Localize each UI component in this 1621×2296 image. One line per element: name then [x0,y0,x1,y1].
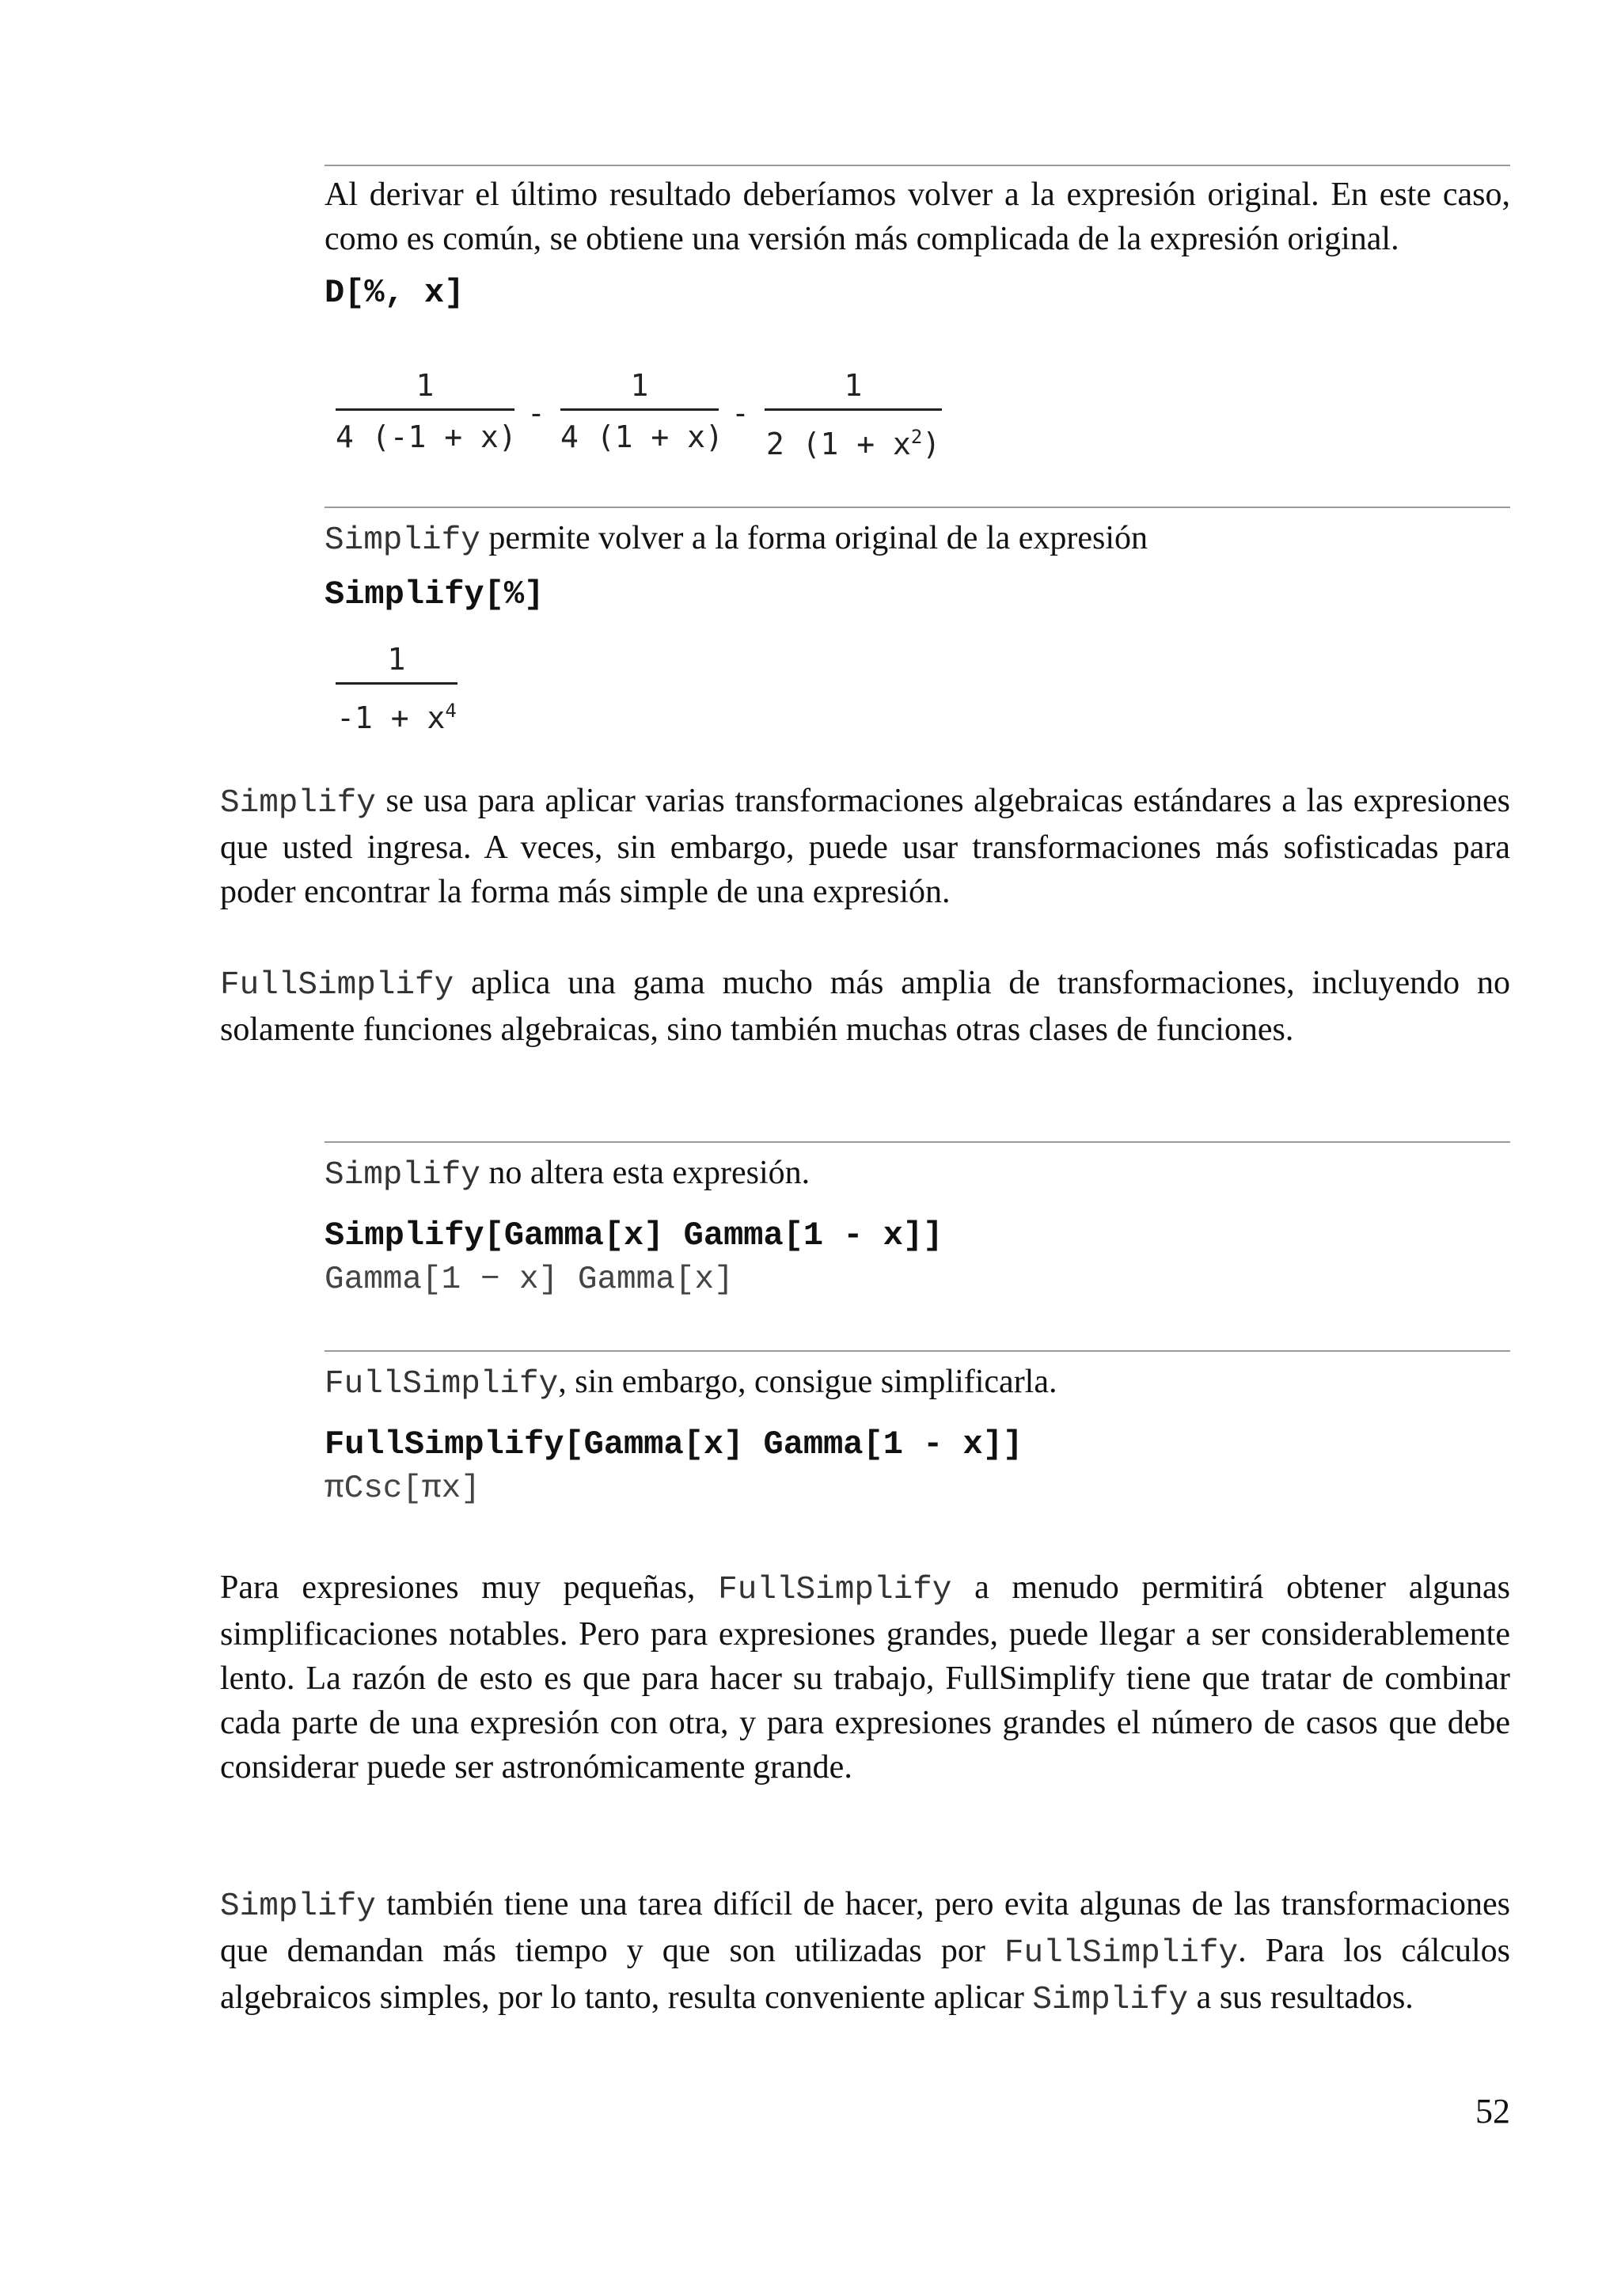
inline-code: Simplify [220,785,376,822]
paragraph [220,779,1510,914]
denominator-base: 2 (1 + x [765,427,911,461]
cell-divider [325,1350,1510,1352]
output-line: Gamma[1 − x] Gamma[x] [325,1262,734,1298]
cell-text-body: , sin embargo, consigue simplificarla. [558,1364,1057,1400]
cell-text: Al derivar el último resultado deberíamos volver a la expresión original. En este caso, como es común, se obtiene una versión más complicada de la expresión original. [325,176,1510,257]
input-line[interactable]: D[%, x] [325,274,465,312]
fraction-numerator: 1 [387,642,406,677]
inline-code: FullSimplify [1004,1935,1239,1972]
paragraph [220,961,1510,1052]
fraction-numerator: 1 [844,368,863,403]
fraction-bar [560,408,719,411]
fraction-denominator [765,417,942,464]
fraction-denominator: 4 (1 + x) [560,419,723,454]
denominator-base: -1 + x [336,700,446,735]
cell-gamma-fullsimplify [325,1360,1510,1511]
input-line[interactable]: Simplify[%] [325,575,545,613]
inline-code: FullSimplify [718,1572,952,1608]
cell-simplify [325,516,1510,617]
page-number: 52 [1475,2092,1510,2131]
paragraph-text: se usa para aplicar varias transformaciones algebraicas estándares a las expresiones que usted ingresa. A veces, sin embargo, puede usar transformaciones más sofisticadas para poder encontrar la forma más simple de una expresión. [220,783,1510,910]
fraction [765,366,942,464]
fraction-bar [336,682,457,685]
input-line[interactable]: FullSimplify[Gamma[x] Gamma[1 - x]] [325,1425,1023,1463]
paragraph-text: a menudo permitirá obtener algunas simplificaciones notables. Pero para expresiones grandes, puede llegar a ser considerablemente lento. La razón de esto es que para hacer su trabajo, FullSimplify tiene que tratar de combinar cada parte de una expresión con otra, y para expresiones grandes el número de casos que debe considerar puede ser astronómicamente grande. [220,1569,1510,1786]
inline-code: Simplify [1032,1982,1189,2018]
inline-code: FullSimplify [325,1366,559,1402]
cell-text [325,516,1510,563]
fraction [336,366,517,457]
cell-divider [325,165,1510,166]
exponent: 2 [910,426,923,448]
fraction-bar [336,408,514,411]
cell-divider [325,1141,1510,1143]
exponent: 4 [445,700,457,722]
minus-operator: - [731,396,750,431]
fraction-bar [765,408,942,411]
paragraph-text: . Para los cálculos algebraicos simples, por lo tanto, resulta conveniente aplicar [220,1933,1510,2016]
inline-code: Simplify [325,1157,480,1194]
cell-divider [325,507,1510,508]
output-line: πCsc[πx] [325,1471,480,1507]
inline-code: Simplify [325,522,480,559]
cell-derivative [325,173,1510,315]
cell-text [325,1151,1510,1197]
minus-operator: - [527,396,545,431]
fraction-numerator: 1 [416,368,435,403]
paragraph [220,1882,1510,2022]
fraction-numerator: 1 [630,368,649,403]
simplify-output-fraction [336,639,457,738]
fraction-denominator [336,691,457,738]
paragraph-text: también tiene una tarea difícil de hacer, pero evita algunas de las transformaciones que demandan más tiempo y que son utilizadas por [220,1886,1510,1969]
cell-gamma-simplify [325,1151,1510,1302]
fraction-denominator: 4 (-1 + x) [336,419,517,454]
paragraph-text: Para expresiones muy pequeñas, [220,1569,719,1606]
paragraph-text: a sus resultados. [1188,1979,1414,2016]
input-line[interactable]: Simplify[Gamma[x] Gamma[1 - x]] [325,1216,943,1254]
paragraph [220,1565,1510,1789]
inline-code: Simplify [220,1888,376,1925]
denominator-close: ) [922,427,941,461]
cell-text-body: permite volver a la forma original de la expresión [480,520,1148,556]
cell-text-body: no altera esta expresión. [480,1155,810,1191]
cell-text [325,1360,1510,1406]
paragraph-text: aplica una gama mucho más amplia de transformaciones, incluyendo no solamente funciones algebraicas, sino también muchas otras clases de funciones. [220,965,1510,1048]
inline-code: FullSimplify [220,967,454,1004]
fraction [560,366,723,457]
